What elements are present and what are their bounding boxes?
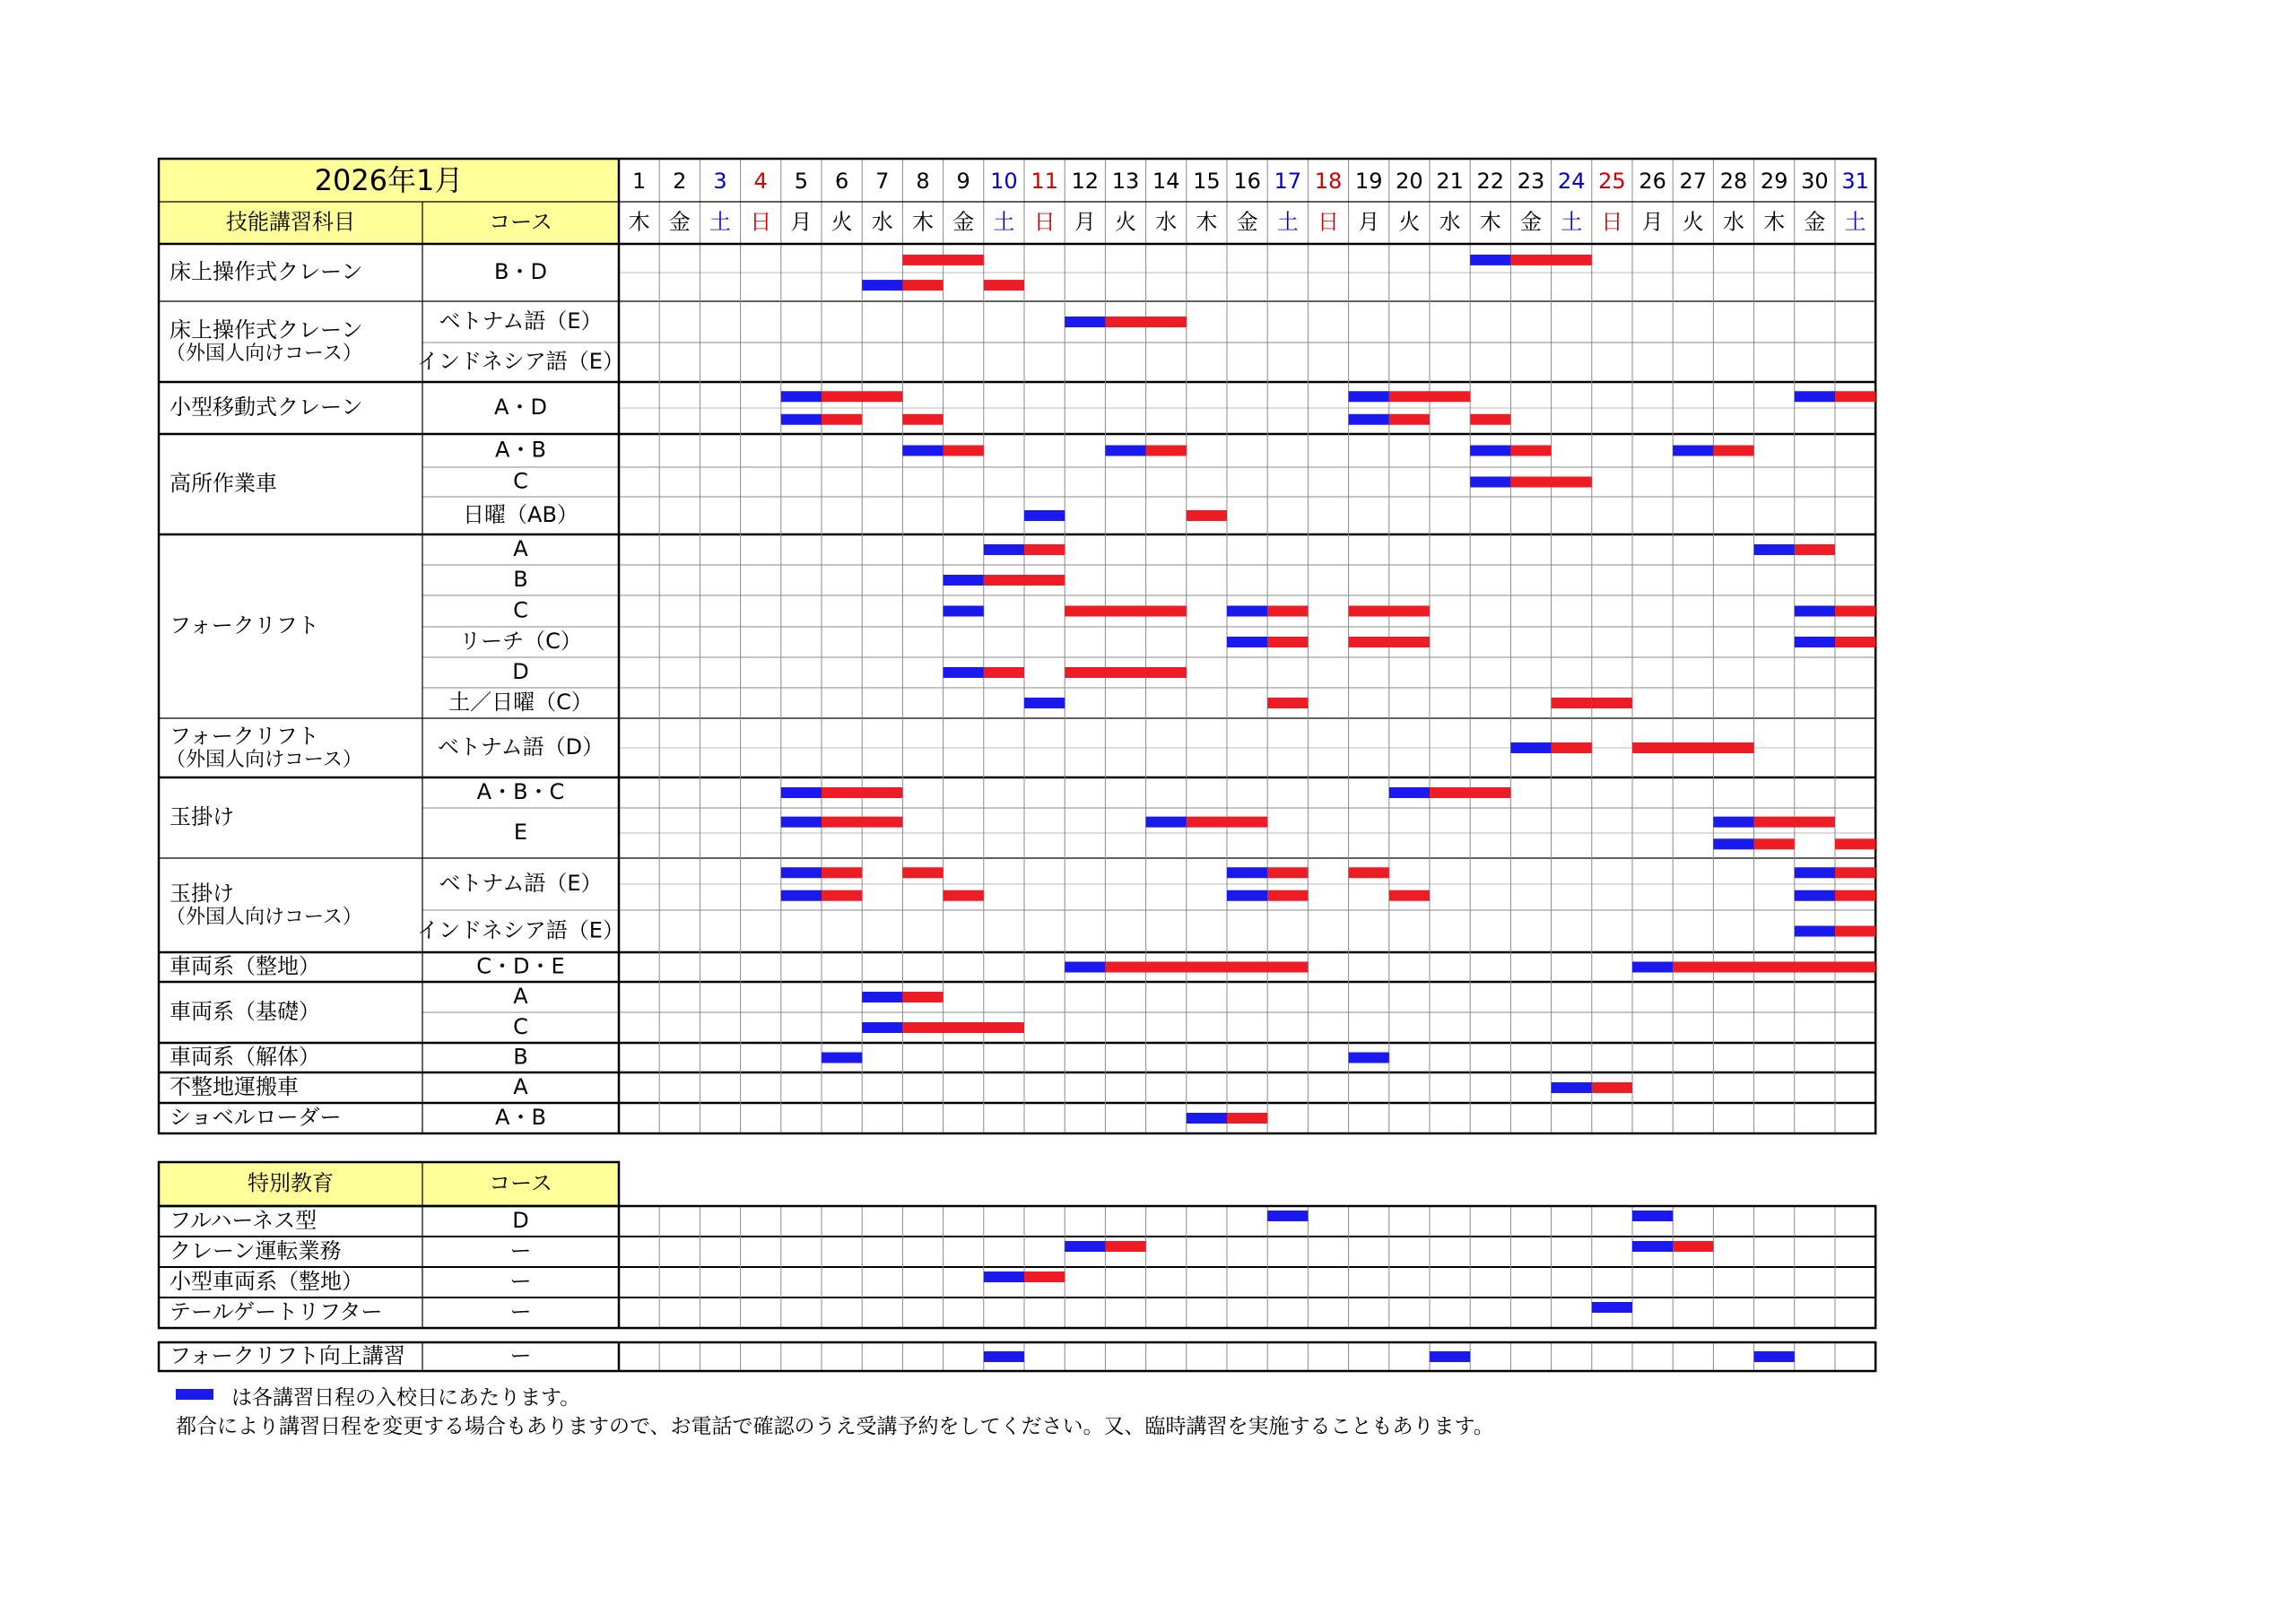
schedule-entry-bar bbox=[1349, 391, 1389, 402]
schedule-entry-bar bbox=[1227, 867, 1267, 878]
day-weekday: 金 bbox=[1236, 209, 1258, 235]
subject-name: フォークリフト bbox=[170, 612, 319, 638]
day-weekday: 木 bbox=[1479, 209, 1501, 235]
schedule-lecture-bar bbox=[984, 280, 1024, 291]
day-weekday: 日 bbox=[1318, 209, 1339, 235]
month-title: 2026年1月 bbox=[314, 163, 464, 197]
day-number: 8 bbox=[916, 169, 930, 194]
schedule-entry-bar bbox=[1065, 962, 1105, 973]
schedule-lecture-bar bbox=[1632, 742, 1754, 753]
special-entry-bar bbox=[1632, 1211, 1673, 1221]
schedule-entry-bar bbox=[1552, 1082, 1592, 1093]
course-label: リーチ（C） bbox=[459, 629, 582, 654]
schedule-lecture-bar bbox=[1835, 606, 1875, 617]
schedule-lecture-bar bbox=[1267, 637, 1308, 647]
schedule-entry-bar bbox=[1673, 446, 1713, 456]
day-number: 26 bbox=[1639, 169, 1666, 194]
schedule-entry-bar bbox=[1713, 817, 1753, 828]
course-label: A・B・C bbox=[476, 779, 565, 804]
day-number: 28 bbox=[1719, 169, 1748, 194]
special-course-header: コース bbox=[489, 1170, 552, 1196]
schedule-entry-bar bbox=[781, 414, 822, 425]
day-number: 25 bbox=[1598, 169, 1626, 194]
schedule-lecture-bar bbox=[1430, 787, 1510, 798]
schedule-lecture-bar bbox=[1835, 838, 1875, 849]
day-number: 4 bbox=[753, 169, 768, 194]
day-number: 1 bbox=[631, 169, 647, 194]
schedule-entry-bar bbox=[862, 280, 902, 291]
day-weekday: 金 bbox=[668, 209, 691, 235]
schedule-entry-bar bbox=[1795, 606, 1835, 617]
schedule-lecture-bar bbox=[1552, 742, 1592, 753]
special-entry-bar bbox=[1267, 1211, 1308, 1221]
day-number: 29 bbox=[1760, 169, 1788, 194]
day-number: 3 bbox=[713, 169, 727, 194]
subject-name: 玉掛け bbox=[170, 881, 234, 907]
schedule-lecture-bar bbox=[1349, 867, 1389, 878]
schedule-entry-bar bbox=[1470, 446, 1510, 456]
day-number: 14 bbox=[1152, 169, 1180, 194]
schedule-lecture-bar bbox=[1713, 446, 1753, 456]
schedule-lecture-bar bbox=[1795, 544, 1835, 555]
day-weekday: 木 bbox=[628, 209, 650, 235]
day-weekday: 木 bbox=[912, 209, 934, 235]
day-weekday: 金 bbox=[952, 209, 975, 235]
special-course-label: ー bbox=[509, 1299, 532, 1324]
schedule-lecture-bar bbox=[902, 255, 983, 265]
main-table-border bbox=[159, 159, 1875, 1133]
schedule-lecture-bar bbox=[1065, 606, 1187, 617]
day-weekday: 水 bbox=[1723, 209, 1744, 235]
schedule-entry-bar bbox=[1510, 742, 1551, 753]
schedule-entry-bar bbox=[1795, 926, 1835, 937]
schedule-lecture-bar bbox=[822, 787, 902, 798]
day-weekday: 月 bbox=[1641, 209, 1664, 235]
day-weekday: 土 bbox=[1276, 209, 1299, 235]
schedule-lecture-bar bbox=[944, 890, 984, 901]
schedule-lecture-bar bbox=[1592, 1082, 1632, 1093]
subject-name: 車両系（整地） bbox=[170, 953, 320, 979]
day-number: 11 bbox=[1031, 169, 1058, 194]
schedule-lecture-bar bbox=[902, 414, 943, 425]
schedule-notice: 都合により講習日程を変更する場合もありますので、お電話で確認のうえ受講予約をしてください。又、臨時講習を実施することもあります。 bbox=[176, 1415, 1494, 1438]
schedule-lecture-bar bbox=[1146, 446, 1187, 456]
schedule-entry-bar bbox=[862, 992, 902, 1002]
course-label: A bbox=[513, 536, 528, 561]
schedule-entry-bar bbox=[862, 1022, 902, 1033]
course-label: C bbox=[513, 468, 528, 494]
subject-name: 高所作業車 bbox=[170, 471, 277, 496]
legend-entry-swatch bbox=[176, 1389, 213, 1400]
schedule-lecture-bar bbox=[984, 667, 1024, 678]
schedule-lecture-bar bbox=[1470, 414, 1510, 425]
schedule-entry-bar bbox=[1227, 637, 1267, 647]
schedule-lecture-bar bbox=[1510, 255, 1591, 265]
schedule-lecture-bar bbox=[984, 575, 1065, 586]
schedule-entry-bar bbox=[1470, 255, 1510, 265]
day-number: 21 bbox=[1436, 169, 1464, 194]
subject-name: 不整地運搬車 bbox=[170, 1074, 299, 1099]
schedule-lecture-bar bbox=[1267, 698, 1308, 708]
schedule-lecture-bar bbox=[1510, 477, 1591, 488]
schedule-entry-bar bbox=[1227, 890, 1267, 901]
day-number: 5 bbox=[794, 169, 809, 194]
special-course-label: ー bbox=[509, 1269, 532, 1294]
day-number: 17 bbox=[1274, 169, 1302, 194]
schedule-entry-bar bbox=[1632, 962, 1673, 973]
schedule-entry-bar bbox=[1227, 606, 1267, 617]
schedule-lecture-bar bbox=[1187, 817, 1267, 828]
course-label: インドネシア語（E） bbox=[417, 917, 624, 943]
schedule-lecture-bar bbox=[822, 890, 862, 901]
day-number: 31 bbox=[1841, 169, 1869, 194]
day-number: 6 bbox=[834, 169, 849, 194]
schedule-lecture-bar bbox=[1552, 698, 1632, 708]
course-label: C bbox=[513, 1014, 528, 1039]
day-weekday: 金 bbox=[1520, 209, 1542, 235]
schedule-lecture-bar bbox=[1673, 962, 1875, 973]
day-weekday: 火 bbox=[831, 209, 853, 235]
schedule-entry-bar bbox=[1024, 510, 1065, 521]
course-label: インドネシア語（E） bbox=[417, 349, 624, 374]
schedule-lecture-bar bbox=[1835, 637, 1875, 647]
day-number: 19 bbox=[1354, 169, 1383, 194]
special-header: 特別教育 bbox=[248, 1170, 334, 1196]
subject-name: ショベルローダー bbox=[170, 1105, 342, 1130]
schedule-entry-bar bbox=[1795, 867, 1835, 878]
course-label: D bbox=[512, 659, 529, 684]
course-label: B bbox=[513, 1044, 528, 1070]
special-lecture-bar bbox=[1024, 1271, 1065, 1282]
schedule-lecture-bar bbox=[822, 867, 862, 878]
schedule-lecture-bar bbox=[1065, 667, 1187, 678]
schedule-lecture-bar bbox=[822, 817, 902, 828]
schedule-entry-bar bbox=[781, 867, 822, 878]
day-number: 23 bbox=[1517, 169, 1545, 194]
day-number: 27 bbox=[1679, 169, 1708, 194]
special-entry-bar bbox=[1592, 1302, 1632, 1313]
day-number: 7 bbox=[875, 169, 890, 194]
day-weekday: 金 bbox=[1804, 209, 1826, 235]
schedule-lecture-bar bbox=[1389, 890, 1430, 901]
subject-name: 車両系（基礎） bbox=[170, 999, 320, 1024]
day-number: 10 bbox=[990, 169, 1018, 194]
subject-name: 小型移動式クレーン bbox=[170, 395, 363, 420]
schedule-entry-bar bbox=[1105, 446, 1145, 456]
schedule-entry-bar bbox=[944, 606, 984, 617]
improvement-entry-bar bbox=[984, 1351, 1024, 1362]
schedule-entry-bar bbox=[944, 667, 984, 678]
course-label: 日曜（AB） bbox=[463, 502, 578, 527]
schedule-entry-bar bbox=[984, 544, 1024, 555]
legend bbox=[176, 1389, 213, 1400]
subject-subname: （外国人向けコース） bbox=[166, 906, 362, 929]
course-label: 土／日曜（C） bbox=[448, 690, 593, 715]
special-subject-name: フルハーネス型 bbox=[170, 1208, 317, 1233]
schedule-entry-bar bbox=[781, 817, 822, 828]
schedule-entry-bar bbox=[781, 787, 822, 798]
schedule-lecture-bar bbox=[902, 867, 943, 878]
day-weekday: 月 bbox=[790, 209, 813, 235]
course-label: B・D bbox=[494, 259, 547, 284]
day-weekday: 火 bbox=[1682, 209, 1704, 235]
improvement-entry-bar bbox=[1430, 1351, 1470, 1362]
day-weekday: 土 bbox=[709, 209, 731, 235]
schedule-entry-bar bbox=[1754, 544, 1795, 555]
schedule-entry-bar bbox=[1024, 698, 1065, 708]
day-weekday: 火 bbox=[1398, 209, 1421, 235]
schedule-lecture-bar bbox=[1389, 391, 1470, 402]
day-weekday: 水 bbox=[871, 209, 893, 235]
schedule-lecture-bar bbox=[902, 280, 943, 291]
schedule-lecture-bar bbox=[1835, 391, 1875, 402]
schedule-lecture-bar bbox=[1835, 890, 1875, 901]
special-lecture-bar bbox=[1105, 1241, 1145, 1252]
subject-name: フォークリフト bbox=[170, 724, 319, 749]
course-label: C・D・E bbox=[476, 953, 565, 979]
schedule-entry-bar bbox=[1795, 637, 1835, 647]
schedule-lecture-bar bbox=[1105, 317, 1186, 327]
subject-name: 玉掛け bbox=[170, 804, 234, 829]
subject-name: 床上操作式クレーン bbox=[170, 317, 363, 343]
course-label: ベトナム語（E） bbox=[439, 308, 603, 334]
schedule-lecture-bar bbox=[1754, 838, 1795, 849]
special-entry-bar bbox=[1632, 1241, 1673, 1252]
schedule-entry-bar bbox=[1470, 477, 1510, 488]
special-course-label: D bbox=[512, 1208, 529, 1233]
course-label: A bbox=[513, 1074, 528, 1099]
special-subject-name: テールゲートリフター bbox=[170, 1299, 383, 1324]
schedule-entry-bar bbox=[944, 575, 984, 586]
improvement-subject-name: フォークリフト向上講習 bbox=[170, 1343, 405, 1368]
day-weekday: 木 bbox=[1196, 209, 1218, 235]
day-weekday: 土 bbox=[1844, 209, 1866, 235]
day-weekday: 月 bbox=[1358, 209, 1380, 235]
course-label: A・B bbox=[495, 1105, 546, 1130]
course-header: コース bbox=[489, 209, 552, 235]
schedule-lecture-bar bbox=[1267, 890, 1308, 901]
schedule-lecture-bar bbox=[1389, 414, 1430, 425]
course-label: A・B bbox=[495, 437, 546, 463]
course-label: ベトナム語（D） bbox=[437, 734, 604, 759]
schedule-entry-bar bbox=[902, 446, 943, 456]
schedule-lecture-bar bbox=[1267, 606, 1308, 617]
special-entry-bar bbox=[984, 1271, 1024, 1282]
schedule-lecture-bar bbox=[822, 414, 862, 425]
day-weekday: 土 bbox=[1561, 209, 1583, 235]
course-label: ベトナム語（E） bbox=[439, 871, 603, 896]
legend-entry-note: は各講習日程の入校日にあたります。 bbox=[231, 1386, 581, 1410]
schedule-entry-bar bbox=[1795, 391, 1835, 402]
schedule-entry-bar bbox=[822, 1053, 862, 1063]
schedule-entry-bar bbox=[1349, 414, 1389, 425]
schedule-lecture-bar bbox=[1227, 1113, 1267, 1124]
day-number: 16 bbox=[1233, 169, 1261, 194]
special-course-label: ー bbox=[509, 1238, 532, 1263]
day-weekday: 日 bbox=[1601, 209, 1623, 235]
schedule-lecture-bar bbox=[822, 391, 902, 402]
day-weekday: 水 bbox=[1439, 209, 1461, 235]
schedule-entry-bar bbox=[1795, 890, 1835, 901]
day-weekday: 水 bbox=[1155, 209, 1178, 235]
day-weekday: 日 bbox=[750, 209, 772, 235]
subject-header: 技能講習科目 bbox=[226, 209, 355, 235]
schedule-entry-bar bbox=[1389, 787, 1430, 798]
schedule-lecture-bar bbox=[1835, 926, 1875, 937]
schedule-lecture-bar bbox=[902, 992, 943, 1002]
day-weekday: 月 bbox=[1074, 209, 1096, 235]
day-number: 18 bbox=[1314, 169, 1343, 194]
schedule-lecture-bar bbox=[1187, 510, 1227, 521]
schedule-entry-bar bbox=[1065, 317, 1105, 327]
course-label: E bbox=[513, 820, 528, 845]
schedule-entry-bar bbox=[1349, 1053, 1389, 1063]
day-number: 24 bbox=[1557, 169, 1586, 194]
day-number: 20 bbox=[1396, 169, 1423, 194]
special-subject-name: クレーン運転業務 bbox=[170, 1238, 342, 1263]
schedule-lecture-bar bbox=[1105, 962, 1308, 973]
day-weekday: 土 bbox=[993, 209, 1015, 235]
course-label: A bbox=[513, 984, 528, 1009]
schedule-lecture-bar bbox=[944, 446, 984, 456]
day-weekday: 日 bbox=[1033, 209, 1056, 235]
subject-subname: （外国人向けコース） bbox=[166, 343, 362, 365]
day-weekday: 火 bbox=[1115, 209, 1136, 235]
schedule-lecture-bar bbox=[902, 1022, 1024, 1033]
course-label: C bbox=[513, 597, 528, 623]
subject-name: 車両系（解体） bbox=[170, 1044, 320, 1070]
schedule-entry-bar bbox=[781, 890, 822, 901]
day-number: 15 bbox=[1193, 169, 1221, 194]
day-number: 13 bbox=[1111, 169, 1140, 194]
course-label: A・D bbox=[494, 395, 547, 420]
special-entry-bar bbox=[1065, 1241, 1105, 1252]
improvement-entry-bar bbox=[1754, 1351, 1795, 1362]
schedule-lecture-bar bbox=[1024, 544, 1065, 555]
special-subject-name: 小型車両系（整地） bbox=[170, 1269, 363, 1294]
improvement-course-label: ー bbox=[509, 1343, 532, 1368]
schedule-entry-bar bbox=[781, 391, 822, 402]
schedule-lecture-bar bbox=[1349, 637, 1430, 647]
day-number: 12 bbox=[1071, 169, 1100, 194]
day-weekday: 木 bbox=[1763, 209, 1786, 235]
day-number: 2 bbox=[673, 169, 687, 194]
schedule-entry-bar bbox=[1713, 838, 1753, 849]
course-label: B bbox=[513, 567, 528, 592]
schedule-entry-bar bbox=[1187, 1113, 1227, 1124]
subject-subname: （外国人向けコース） bbox=[166, 749, 362, 771]
schedule-entry-bar bbox=[1146, 817, 1187, 828]
schedule-lecture-bar bbox=[1835, 867, 1875, 878]
schedule-lecture-bar bbox=[1754, 817, 1835, 828]
day-number: 22 bbox=[1476, 169, 1505, 194]
subject-name: 床上操作式クレーン bbox=[170, 259, 363, 284]
schedule-lecture-bar bbox=[1267, 867, 1308, 878]
special-lecture-bar bbox=[1673, 1241, 1713, 1252]
schedule-lecture-bar bbox=[1349, 606, 1430, 617]
day-number: 30 bbox=[1801, 169, 1829, 194]
day-number: 9 bbox=[956, 169, 970, 194]
schedule-lecture-bar bbox=[1510, 446, 1551, 456]
